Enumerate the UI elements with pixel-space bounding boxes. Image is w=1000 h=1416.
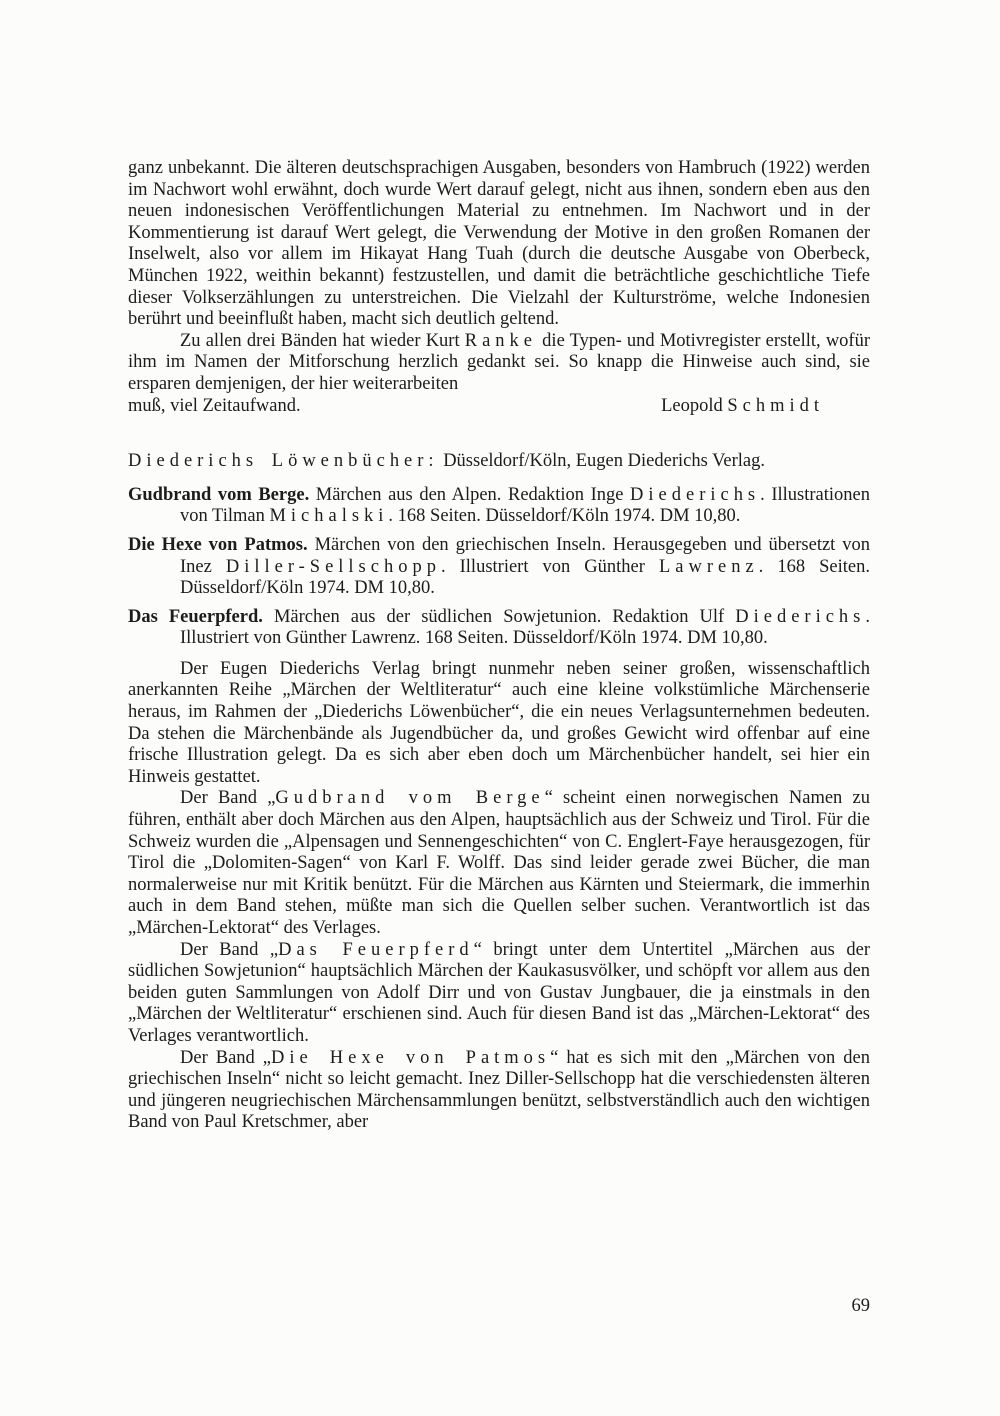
paragraph-review-gudbrand (128, 788, 870, 939)
body-text: “ hat es sich mit den „Märchen von den griechischen Inseln“ nicht so leicht gemacht. Inez Diller-Sellschopp hat die verschiedensten älteren und jüngeren neugriechischen Märchensammlungen benützt, selbstverständlich auch den wichtigen Band von Paul Kretschmer, aber (128, 1047, 870, 1133)
author-signature (661, 396, 870, 418)
body-text: . Illustriert von Günther (440, 556, 659, 577)
signature-line (128, 396, 870, 418)
body-text: . Illustriert von Günther Lawrenz. 168 Seiten. Düsseldorf/Köln 1974. DM 10,80. (180, 606, 870, 649)
body-text: . 168 Seiten. Düsseldorf/Köln 1974. DM 10,80. (180, 556, 870, 599)
spaced-name-text: Lawrenz (658, 556, 759, 577)
body-text: Der Band „ (180, 939, 279, 960)
body-text: Märchen aus den Alpen. Redaktion Inge (309, 484, 631, 505)
body-text: Zu allen drei Bänden hat wieder Kurt (180, 330, 465, 351)
paragraph-continuation: ganz unbekannt. Die älteren deutschsprachigen Ausgaben, besonders von Hambruch (1922) werden im Nachwort wohl erwähnt, doch wurde Wert darauf gelegt, nicht aus ihnen, sondern eben aus den neuen indonesischen Veröffentlichungen Material zu entnehmen. Im Nachwort und in der Kommentierung ist darauf Wert gelegt, die Verwendung der Motive in den großen Romanen der Inselwelt, also vor allem im Hikayat Hang Tuah (durch die deutsche Ausgabe von Oberbeck, München 1922, weithin bekannt) festzustellen, und damit die beträchtliche geschichtliche Tiefe dieser Volkserzählungen zu unterstreichen. Die Vielzahl der Kulturströme, welche Indonesien berührt und beeinflußt haben, macht sich deutlich geltend. (128, 158, 870, 330)
body-text: “ scheint einen norwegischen Namen zu führen, enthält aber doch Märchen aus den Alpen, hauptsächlich aus der Schweiz und Tirol. Für die Schweiz wurden die „Alpensagen und Sennengeschichten“ von C. Englert-Faye herausgezogen, für Tirol die „Dolomiten-Sagen“ von Karl F. Wolff. Das sind leider gerade zwei Bücher, die man normalerweise nur mit Kritik benützt. Für die Märchen aus Kärnten und Steiermark, die immerhin auch in dem Band stehen, müßte man sich die Quellen selber suchen. Verantwortlich ist das „Märchen-Lektorat“ des Verlages. (128, 788, 870, 938)
page-number-row (128, 1296, 870, 1317)
spaced-name-text: Diller-Sellschopp (225, 556, 441, 577)
body-text: “ bringt unter dem Untertitel „Märchen aus der südlichen Sowjetunion“ hauptsächlich Märchen der Kaukasusvölker, und schöpft vor allem aus den beiden guten Sammlungen von Adolf Dirr und von Gustav Jungbauer, die ja einstmals in den „Märchen der Weltliteratur“ erschienen sind. Auch für diesen Band ist das „Märchen-Lektorat“ des Verlages verantwortlich. (128, 939, 870, 1046)
paragraph-ranke (128, 331, 870, 396)
body-text: Märchen von den griechischen Inseln. Herausgegeben und übersetzt von Inez (180, 534, 871, 577)
author-first-name: Leopold (661, 395, 728, 416)
spaced-name-text: Ranke (464, 330, 538, 351)
bibliography-series-header (128, 451, 870, 473)
body-text: Düsseldorf/Köln, Eugen Diederichs Verlag. (438, 451, 765, 472)
body-text: . 168 Seiten. Düsseldorf/Köln 1974. DM 10,80. (388, 506, 741, 527)
bibliography-entry-feuerpferd (128, 607, 870, 650)
spaced-name-text: Diederichs (630, 484, 761, 505)
spaced-name-text: Gudbrand vom Berge (275, 788, 545, 809)
spaced-name-text: Diederichs (735, 606, 866, 627)
body-text: Märchen aus der südlichen Sowjetunion. Redaktion Ulf (262, 606, 736, 627)
spaced-name-text: Michalski (269, 506, 389, 527)
spaced-name-text: Diederichs Löwenbücher: (128, 451, 439, 472)
bold-title-text: Die Hexe von Patmos. (128, 534, 308, 555)
body-text: die Typen- und Motivregister erstellt, wofür ihm im Namen der Mitforschung herzlich gedankt sei. So knapp die Hinweise auch sind, sie ersparen demjenigen, der hier weiterarbeiten (128, 330, 870, 394)
body-text: Der Band „ (180, 788, 276, 809)
body-text: Der Band „ (180, 1047, 272, 1068)
paragraph-review-hexe (128, 1048, 870, 1134)
paragraph-review-feuerpferd (128, 940, 870, 1048)
spaced-name-text: Das Feuerpferd (278, 939, 474, 960)
author-last-name: Schmidt (727, 395, 824, 416)
page-number: 69 (851, 1296, 870, 1316)
spaced-name-text: Die Hexe von Patmos (271, 1047, 551, 1068)
paragraph-review-intro: Der Eugen Diederichs Verlag bringt nunmehr neben seiner großen, wissenschaftlich anerkannten Reihe „Märchen der Weltliteratur“ auch eine kleine volkstümliche Märchenserie heraus, im Rahmen der „Diederichs Löwenbücher“, die ein neues Verlagsunternehmen bedeuten. Da stehen die Märchenbände als Jugendbücher da, und großes Gewicht wird offenbar auf eine frische Illustration gelegt. Da es sich aber eben doch um Märchenbücher handelt, sei hier ein Hinweis gestattet. (128, 658, 870, 787)
bibliography-entry-hexe-von-patmos (128, 535, 870, 600)
bold-title-text: Das Feuerpferd. (128, 606, 263, 627)
paragraph-last-line: muß, viel Zeitaufwand. (128, 395, 301, 416)
text-block (128, 158, 870, 1134)
body-text: . Illustrationen von Tilman (180, 484, 870, 527)
bold-title-text: Gudbrand vom Berge. (128, 484, 310, 505)
bibliography-entry-gudbrand (128, 485, 870, 528)
